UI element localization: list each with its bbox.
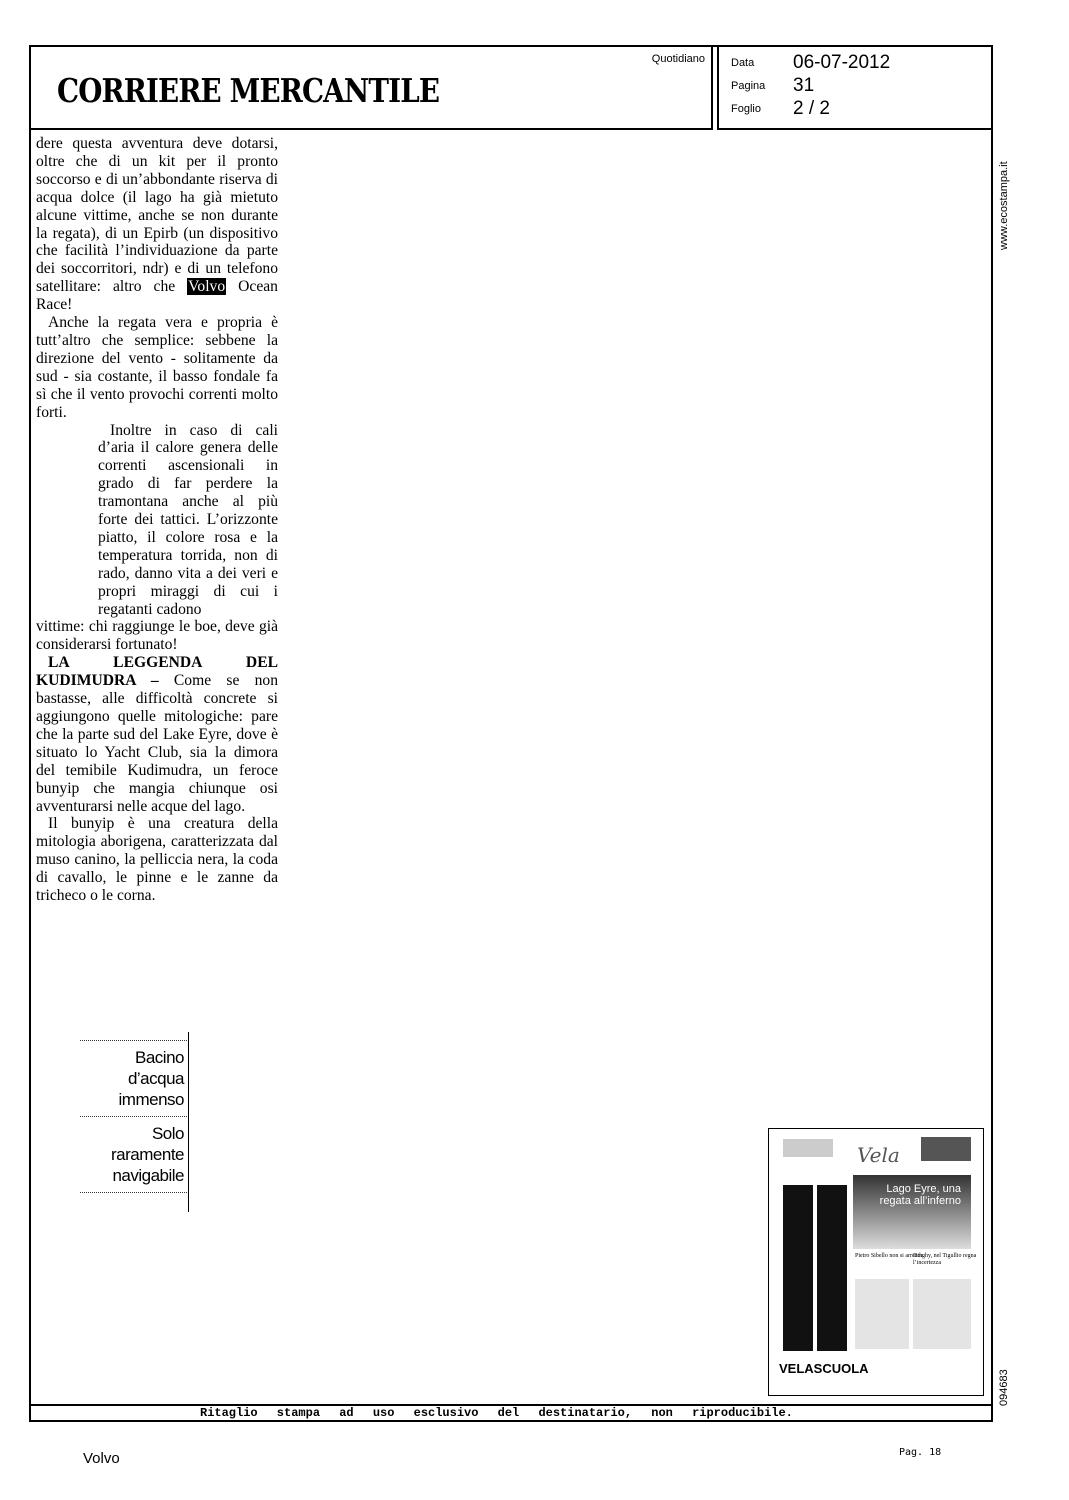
article-column [36, 135, 278, 905]
thumb-dark-column [783, 1185, 813, 1351]
thumb-logo: VELASCUOLA [779, 1361, 869, 1376]
date-value: 06-07-2012 [793, 52, 891, 73]
pull-quote-2: Solo raramente navigabile [80, 1116, 189, 1193]
sidebar-divider [188, 1032, 189, 1212]
article-paragraph: vittime: chi raggiunge le boe, deve già considerarsi fortunato! [36, 618, 278, 654]
thumb-subhead: Dinghy, nel Tigullio regna l’incertezza [913, 1253, 977, 1266]
pull-quote-sidebar [80, 1040, 189, 1193]
thumb-header-graphic [783, 1139, 833, 1157]
date-label: Data [731, 57, 755, 69]
article-text: dere questa avventura deve dotarsi, oltre che di un kit per il pronto soccorso e di un’abbondante riserva di acqua dolce (il lago ha già mietuto alcune vittime, anche se non durante la regata), di un Epirb (un dispositivo che facilità l’individuazione da parte dei soccorritori, ndr) e di un telefono satellitare: altro che [36, 135, 278, 296]
newspaper-masthead: CORRIERE MERCANTILE [57, 71, 440, 110]
article-text: Ocean Race! [36, 278, 278, 314]
sheet-value: 2 / 2 [793, 98, 830, 119]
page-thumbnail [768, 1128, 984, 1396]
thumb-text-block [913, 1279, 971, 1349]
side-url [998, 150, 1012, 250]
thumb-dark-column [817, 1185, 847, 1351]
article-paragraph: Inoltre in caso di cali d’aria il calore genera delle correnti ascensionali in grado di far perdere la tramontana anche al più forte dei tattici. L’orizzonte piatto, il colore rosa e la temperatura torrida, non di rado, danno vita a dei veri e propri miraggi di cui i regatanti cadono [98, 421, 278, 618]
thumb-subhead: Pietro Sibello non si arrende [855, 1253, 924, 1259]
sheet-label: Foglio [731, 103, 761, 115]
date-row [731, 52, 890, 74]
thumb-text-block [855, 1279, 909, 1349]
masthead-box [29, 45, 713, 130]
periodicity-label: Quotidiano [651, 53, 705, 65]
thumb-section-title: Vela [857, 1143, 900, 1167]
sheet-row [731, 98, 830, 120]
subheading: LA LEGGENDA DEL KUDIMUDRA – [36, 654, 278, 690]
article-paragraph [36, 135, 278, 314]
footer-page-number: Pag. 18 [899, 1447, 942, 1458]
pull-quote-1: Bacino d’acqua immenso [80, 1040, 189, 1116]
footer-keyword: Volvo [83, 1450, 120, 1467]
article-paragraph [36, 654, 278, 815]
article-text: Come se non bastasse, alle difficoltà concrete si aggiungono quelle mitologiche: pare che la parte sud del Lake Eyre, dove è situato lo Yacht Club, sia la dimora del temibile Kudimudra, un feroce bunyip che mangia chiunque osi avventurarsi nelle acque del lago. [36, 672, 278, 815]
highlighted-keyword: Volvo [188, 278, 226, 296]
thumb-main-photo [853, 1175, 971, 1249]
disclaimer-text: Ritaglio stampa ad uso esclusivo del destinatario, non riproducibile. [200, 1406, 793, 1420]
page-value: 31 [793, 75, 815, 96]
article-paragraph: Anche la regata vera e propria è tutt’altro che semplice: sebbene la direzione del vento - solitamente da sud - sia costante, il basso fondale fa sì che il vento provochi correnti molto forti. [36, 314, 278, 421]
page-row [731, 75, 814, 97]
thumb-headline: Lago Eyre, una regata all’inferno [879, 1183, 961, 1207]
article-paragraph: Il bunyip è una creatura della mitologia aborigena, caratterizzata dal muso canino, la pelliccia nera, la coda di cavallo, le pinne e le zanne da tricheco o le corna. [36, 815, 278, 905]
page-label: Pagina [731, 80, 766, 92]
thumb-header-photo [921, 1137, 971, 1161]
metadata-box [717, 45, 993, 130]
side-url-text: www.ecostampa.it [998, 161, 1010, 250]
side-code [998, 1360, 1012, 1406]
side-code-text: 094683 [998, 1369, 1010, 1406]
